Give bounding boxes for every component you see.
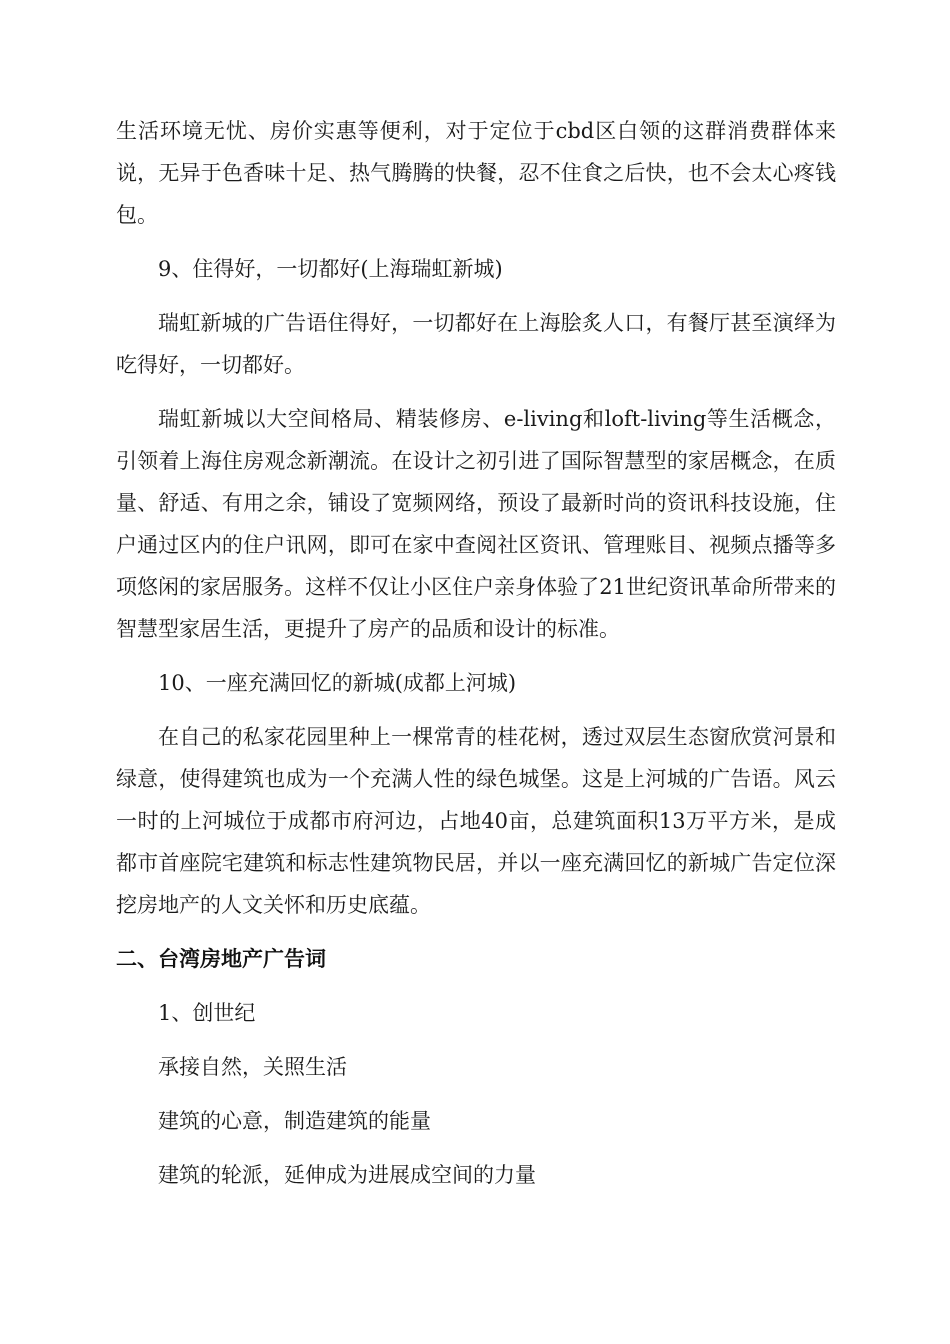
body-paragraph: 生活环境无忧、房价实惠等便利，对于定位于cbd区白领的这群消费群体来说，无异于色香味十足、热气腾腾的快餐，忍不住食之后快，也不会太心疼钱包。: [116, 119, 836, 227]
body-paragraph: 在自己的私家花园里种上一棵常青的桂花树，透过双层生态窗欣赏河景和绿意，使得建筑也成为一个充满人性的绿色城堡。这是上河城的广告语。风云一时的上河城位于成都市府河边，占地40亩，总建筑面积13万平方米，是成都市首座院宅建筑和标志性建筑物民居，并以一座充满回忆的新城广告定位深挖房地产的人文关怀和历史底蕴。: [116, 725, 836, 917]
subsection-title: 9、住得好，一切都好(上海瑞虹新城): [158, 257, 503, 281]
body-paragraph: 瑞虹新城以大空间格局、精装修房、e-living和loft-living等生活概念，引领着上海住房观念新潮流。在设计之初引进了国际智慧型的家居概念，在质量、舒适、有用之余，铺设了宽频网络，预设了最新时尚的资讯科技设施，住户通过区内的住户讯网，即可在家中查阅社区资讯、管理账目、视频点播等多项悠闲的家居服务。这样不仅让小区住户亲身体验了21世纪资讯革命所带来的智慧型家居生活，更提升了房产的品质和设计的标准。: [116, 407, 836, 641]
subsection-title: 10、一座充满回忆的新城(成都上河城): [158, 671, 517, 695]
body-paragraph: 瑞虹新城的广告语住得好，一切都好在上海脍炙人口，有餐厅甚至演绎为吃得好，一切都好。: [116, 311, 836, 377]
list-item: 承接自然，关照生活: [158, 1055, 347, 1079]
list-item: 建筑的轮派，延伸成为进展成空间的力量: [158, 1163, 536, 1187]
list-item: 建筑的心意，制造建筑的能量: [158, 1109, 431, 1133]
document-body: [116, 110, 836, 1196]
section-heading: 二、台湾房地产广告词: [116, 947, 326, 971]
list-item: 1、创世纪: [158, 1001, 256, 1025]
